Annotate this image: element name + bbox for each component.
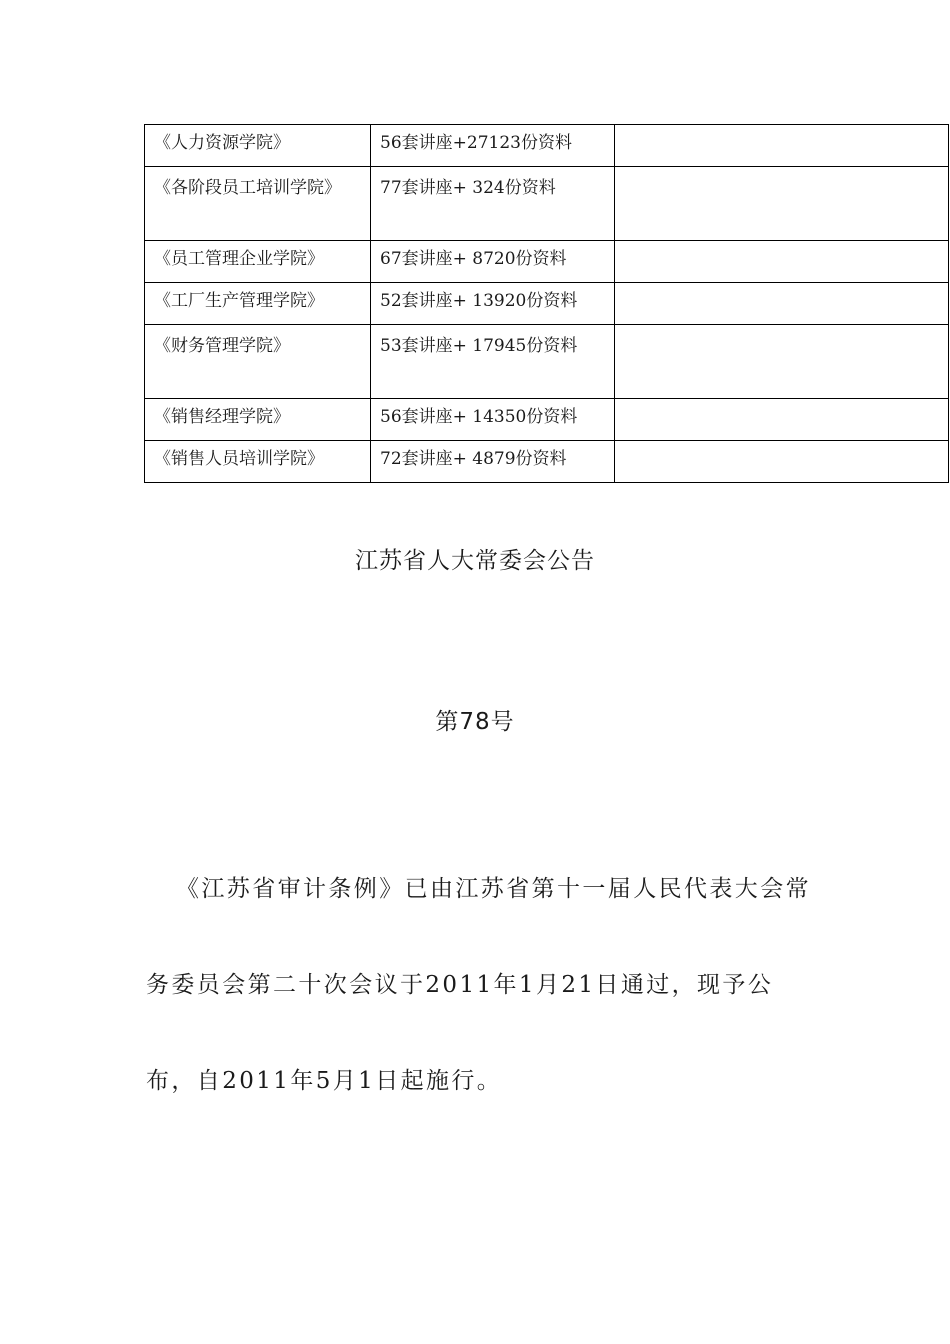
catalog-name-cell: 《各阶段员工培训学院》 [145, 167, 371, 241]
catalog-note-cell [615, 441, 949, 483]
table-row [145, 399, 949, 441]
catalog-content-cell: 53套讲座+ 17945份资料 [371, 325, 615, 399]
announcement-number: 第78号 [435, 709, 515, 735]
table-row [145, 167, 949, 241]
catalog-content-cell: 56套讲座+27123份资料 [371, 125, 615, 167]
catalog-content-cell: 72套讲座+ 4879份资料 [371, 441, 615, 483]
catalog-note-cell [615, 125, 949, 167]
table-row [145, 241, 949, 283]
catalog-name-cell: 《财务管理学院》 [145, 325, 371, 399]
catalog-content-cell: 56套讲座+ 14350份资料 [371, 399, 615, 441]
catalog-content-cell: 77套讲座+ 324份资料 [371, 167, 615, 241]
catalog-name-cell: 《员工管理企业学院》 [145, 241, 371, 283]
table-row [145, 125, 949, 167]
catalog-name-cell: 《销售人员培训学院》 [145, 441, 371, 483]
announcement-body: 《江苏省审计条例》已由江苏省第十一届人民代表大会常务委员会第二十次会议于2011年1月21日通过，现予公布，自2011年5月1日起施行。 [146, 876, 811, 1094]
catalog-table [144, 124, 949, 483]
announcement-title: 江苏省人大常委会公告 [355, 548, 595, 574]
table-row [145, 325, 949, 399]
table-row [145, 283, 949, 325]
catalog-note-cell [615, 399, 949, 441]
table-row [145, 441, 949, 483]
catalog-name-cell: 《销售经理学院》 [145, 399, 371, 441]
catalog-content-cell: 52套讲座+ 13920份资料 [371, 283, 615, 325]
catalog-name-cell: 《人力资源学院》 [145, 125, 371, 167]
catalog-note-cell [615, 167, 949, 241]
catalog-note-cell [615, 325, 949, 399]
catalog-name-cell: 《工厂生产管理学院》 [145, 283, 371, 325]
catalog-note-cell [615, 283, 949, 325]
catalog-content-cell: 67套讲座+ 8720份资料 [371, 241, 615, 283]
catalog-note-cell [615, 241, 949, 283]
